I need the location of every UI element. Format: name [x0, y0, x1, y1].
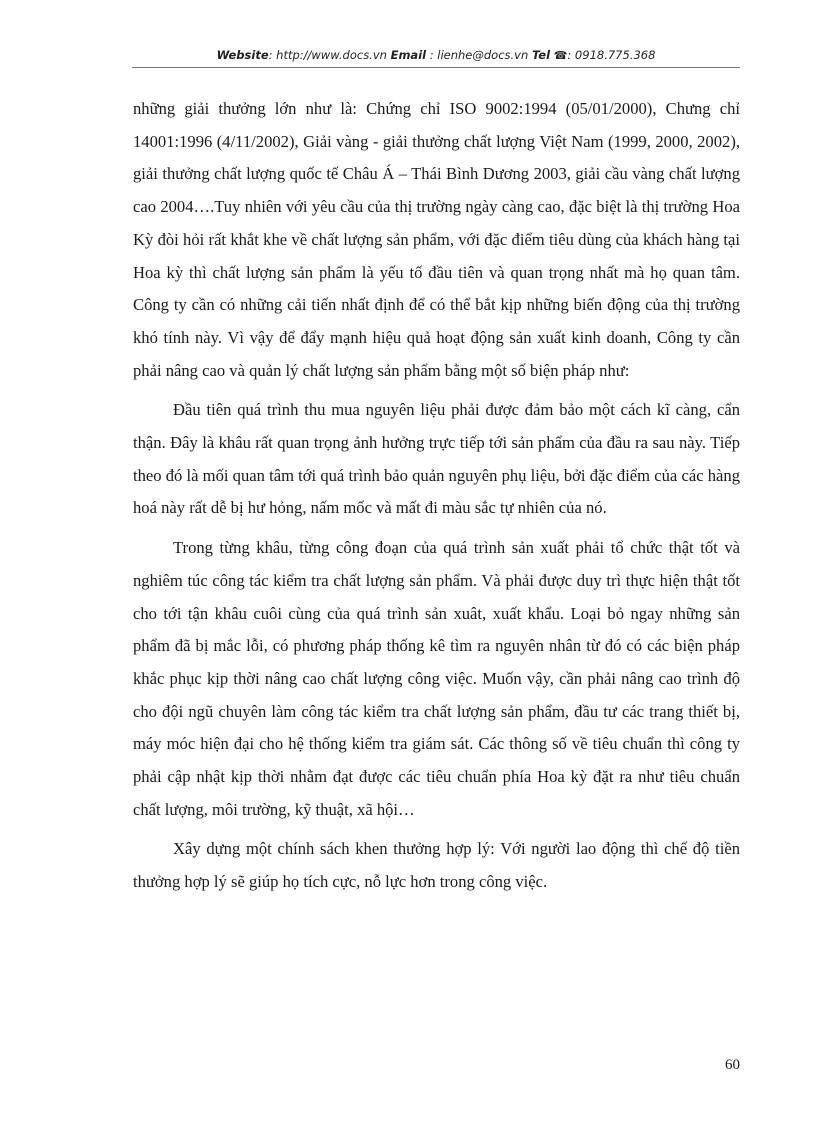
email-label: Email — [390, 48, 427, 62]
email-value: : lienhe@docs.vn — [426, 48, 532, 62]
page-header — [132, 44, 740, 66]
website-value: : http://www.docs.vn — [268, 48, 391, 62]
phone-icon: ☎ — [553, 49, 568, 62]
paragraph-continued: những giải thưởng lớn như là: Chứng chỉ ISO 9002:1994 (05/01/2000), Chưng chỉ 14001:1996 (4/11/2002), Giải vàng - giải thưởng chất lượng Việt Nam (1999, 2000, 2002), giải thưởng chất lượng quốc tế Châu Á – Thái Bình Dương 2003, giải cầu vàng chất lượng cao 2004….Tuy nhiên với yêu cầu của thị trường ngày càng cao, đặc biệt là thị trường Hoa Kỳ đòi hỏi rất khắt khe về chất lượng sản phẩm, với đặc điểm tiêu dùng của khách hàng tại Hoa kỳ thì chất lượng sản phẩm là yếu tố đầu tiên và quan trọng nhất mà họ quan tâm. Công ty cần có những cải tiến nhất định để có thể bắt kịp những biến động của thị trường khó tính này. Vì vậy để đẩy mạnh hiệu quả hoạt động sản xuất kinh doanh, Công ty cần phải nâng cao và quản lý chất lượng sản phẩm bằng một số biện pháp như: — [133, 99, 740, 380]
paragraph-quality-control: Trong từng khâu, từng công đoạn của quá trình sản xuất phải tổ chức thật tốt và nghiêm túc công tác kiểm tra chất lượng sản phẩm. Và phải được duy trì thực hiện thật tốt cho tới tận khâu cuôi cùng của quá trình sản xuât, xuất khẩu. Loại bỏ ngay những sản phẩm đã bị mắc lỗi, có phương pháp thống kê tìm ra nguyên nhân từ đó có các biện pháp khắc phục kịp thời nâng cao chất lượng công việc. Muốn vậy, cần phải nâng cao trình độ cho đội ngũ chuyên làm công tác kiểm tra chất lượng sản phẩm, đầu tư các trang thiết bị, máy móc hiện đại cho hệ thống kiểm tra giám sát. Các thông số về tiêu chuẩn thì công ty phải cập nhật kịp thời nhằm đạt được các tiêu chuẩn phía Hoa kỳ đặt ra như tiêu chuẩn chất lượng, môi trường, kỹ thuật, xã hội… — [133, 538, 740, 819]
paragraph-raw-material: Đầu tiên quá trình thu mua nguyên liệu phải được đảm bảo một cách kĩ càng, cẩn thận. Đây là khâu rất quan trọng ảnh hưởng trực tiếp tới sản phẩm của đầu ra sau này. Tiếp theo đó là mối quan tâm tới quá trình bảo quản nguyên phụ liệu, bởi đặc điểm của các hàng hoá này rất dễ bị hư hỏng, nấm mốc và mất đi màu sắc tự nhiên của nó. — [133, 400, 740, 518]
paragraph-reward-policy: Xây dựng một chính sách khen thưởng hợp lý: Với người lao động thì chế độ tiền thưởng hợp lý sẽ giúp họ tích cực, nỗ lực hơn trong công việc. — [133, 839, 740, 892]
website-label: Website — [216, 48, 269, 62]
tel-label: Tel — [531, 48, 551, 62]
document-body — [133, 93, 740, 899]
page-number: 60 — [725, 1057, 740, 1073]
tel-value: : 0918.775.368 — [567, 48, 656, 62]
header-divider — [132, 67, 740, 68]
